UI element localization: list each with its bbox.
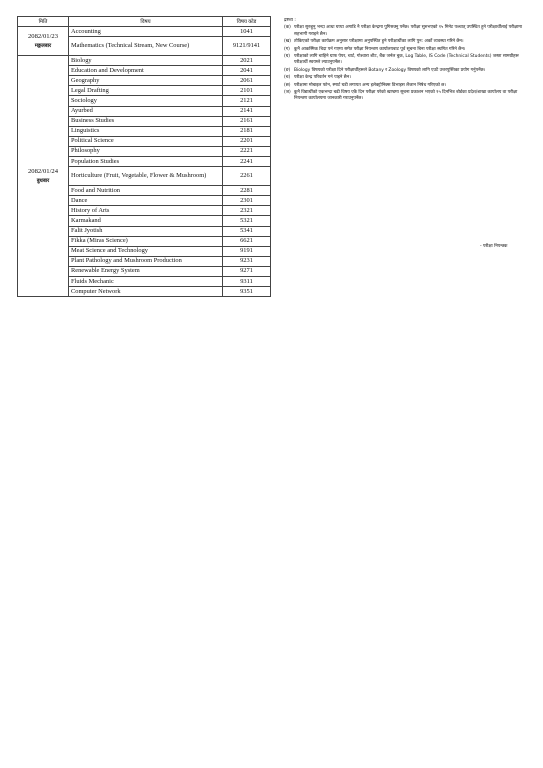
subject-cell: Accounting (69, 27, 223, 37)
table-header-row (18, 17, 271, 27)
table-row (18, 27, 271, 37)
notes-section (284, 18, 529, 104)
note-item (284, 25, 529, 38)
header-date: मिति (18, 17, 69, 27)
subject-cell: Horticulture (Fruit, Vegetable, Flower & Mushroom) (69, 167, 223, 186)
subject-cell: Business Studies (69, 116, 223, 126)
code-cell: 2101 (223, 86, 271, 96)
code-cell: 2261 (223, 167, 271, 186)
subject-cell: Karmakand (69, 216, 223, 226)
subject-cell: Fluids Mechanic (69, 276, 223, 286)
code-cell: 9121/9141 (223, 37, 271, 56)
subject-cell: History of Arts (69, 206, 223, 216)
note-marker: (ज) (284, 90, 291, 96)
subject-cell: Political Science (69, 136, 223, 146)
date-cell (18, 27, 69, 56)
subject-cell: Ayurbed (69, 106, 223, 116)
subject-cell: Geography (69, 76, 223, 86)
subject-cell: Legal Drafting (69, 86, 223, 96)
code-cell: 5341 (223, 226, 271, 236)
header-subject: विषय (69, 17, 223, 27)
note-text: Biology विषयको परीक्षा दिने परीक्षार्थीहरूले Botany र Zoology विषयको लागि एउटै उत्तरपुस्तिका प्रयोग गर्नुपर्नेछ। (294, 67, 486, 73)
code-cell: 6621 (223, 236, 271, 246)
note-text: तोकिएको परीक्षा कार्यक्रम अनुसार परीक्षामा अनुपस्थित हुने परीक्षार्थीका लागि पुन: अर्को व्यवस्था गरिने छैन। (294, 39, 464, 45)
note-item (284, 39, 529, 45)
subject-cell: Falit Jyotish (69, 226, 223, 236)
note-marker: (च) (284, 75, 291, 81)
note-marker: (ग) (284, 46, 290, 52)
day-value: बुधबार (36, 177, 50, 184)
note-item (284, 90, 529, 103)
code-cell: 9191 (223, 246, 271, 256)
day-value: मङ्गलबार (34, 42, 52, 49)
note-marker: (ङ) (284, 67, 291, 73)
date-cell (18, 56, 69, 297)
table-row (18, 56, 271, 66)
note-item (284, 68, 529, 74)
code-cell: 2041 (223, 66, 271, 76)
subject-cell: Population Studies (69, 157, 223, 167)
note-item (284, 47, 529, 53)
note-text: परीक्षाको लागि चाहिने ग्राफ पेपर, चार्ट, गोश्वारा शीट, बैंक जर्नल बुक, Log Table, IS Code (Technical Students) जस्ता सामग्रीहरू परीक्षार्थी स्वयम्ले ल्याउनुपर्नेछ। (294, 54, 519, 66)
subject-cell: Linguistics (69, 126, 223, 136)
subject-cell: Food and Nutrition (69, 186, 223, 196)
code-cell: 5321 (223, 216, 271, 226)
note-marker: (छ) (284, 82, 291, 88)
note-marker: (घ) (284, 54, 291, 60)
code-cell: 2141 (223, 106, 271, 116)
note-marker: (क) (284, 25, 291, 31)
date-value: 2082/01/24 (27, 167, 59, 175)
subject-cell: Philosophy (69, 146, 223, 156)
signature-line: - परीक्षा नियन्त्रक (480, 244, 508, 249)
note-text: कुनै विद्यार्थीको एकभन्दा बढी विषय एकै दिन परीक्षा परेको खण्डमा सूचना प्रकाशन भएको १५ दिनभित्र बोर्डका प्रदेश/शाखा कार्यालय वा परीक्षा नियन्त्रण कार्यालयमा जानकारी गराउनुपर्नेछ। (294, 90, 518, 102)
code-cell: 9271 (223, 266, 271, 276)
code-cell: 2321 (223, 206, 271, 216)
subject-cell: Meat Science and Technology (69, 246, 223, 256)
code-cell: 2241 (223, 157, 271, 167)
code-cell: 9311 (223, 276, 271, 286)
code-cell: 2161 (223, 116, 271, 126)
subject-cell: Fikka (Miras Science) (69, 236, 223, 246)
code-cell: 1041 (223, 27, 271, 37)
code-cell: 2121 (223, 96, 271, 106)
subject-cell: Plant Pathology and Mushroom Production (69, 256, 223, 266)
note-item (284, 83, 529, 89)
code-cell: 9231 (223, 256, 271, 266)
note-item (284, 75, 529, 81)
code-cell: 2021 (223, 56, 271, 66)
code-cell: 2281 (223, 186, 271, 196)
code-cell: 2221 (223, 146, 271, 156)
note-marker: (ख) (284, 39, 292, 45)
subject-cell: Computer Network (69, 287, 223, 297)
note-text: परीक्षामा मोबाइल फोन, स्मार्ट घडी लगायत अन्य इलेक्ट्रोनिक्स डिभाइस लैजान निषेध गरिएको छ। (294, 82, 447, 88)
subject-cell: Renewable Energy System (69, 266, 223, 276)
code-cell: 2061 (223, 76, 271, 86)
header-code: विषय कोड (223, 17, 271, 27)
subject-cell: Mathematics (Technical Stream, New Course) (69, 37, 223, 56)
note-text: परीक्षा सुरुहुनु भन्दा आधा घण्टा अगाडि नै परीक्षा केन्द्रमा पुगिसक्नु पर्नेछ। परीक्षा सुरुभएको १५ मिनेट पश्चात् उपस्थित हुने परीक्षार्थीलाई परीक्षामा सहभागी गराइने छैन। (294, 25, 523, 37)
subject-cell: Education and Development (69, 66, 223, 76)
date-value: 2082/01/23 (27, 32, 59, 40)
note-item (284, 54, 529, 67)
code-cell: 2201 (223, 136, 271, 146)
notes-heading: द्रष्टव्य : (284, 18, 296, 23)
subject-cell: Biology (69, 56, 223, 66)
code-cell: 9351 (223, 287, 271, 297)
code-cell: 2301 (223, 196, 271, 206)
note-text: कुनै आकस्मिक बिदा पर्न गएमा समेत परीक्षा नियन्त्रण कार्यालयबाट पूर्व सूचना बिना परीक्षा स्थगित गरिने छैन। (294, 46, 466, 52)
subject-cell: Dance (69, 196, 223, 206)
subject-cell: Sociology (69, 96, 223, 106)
exam-schedule-table (17, 16, 271, 297)
code-cell: 2181 (223, 126, 271, 136)
note-text: परीक्षा केन्द्र परिवर्तन गर्न पाइने छैन। (294, 75, 351, 81)
